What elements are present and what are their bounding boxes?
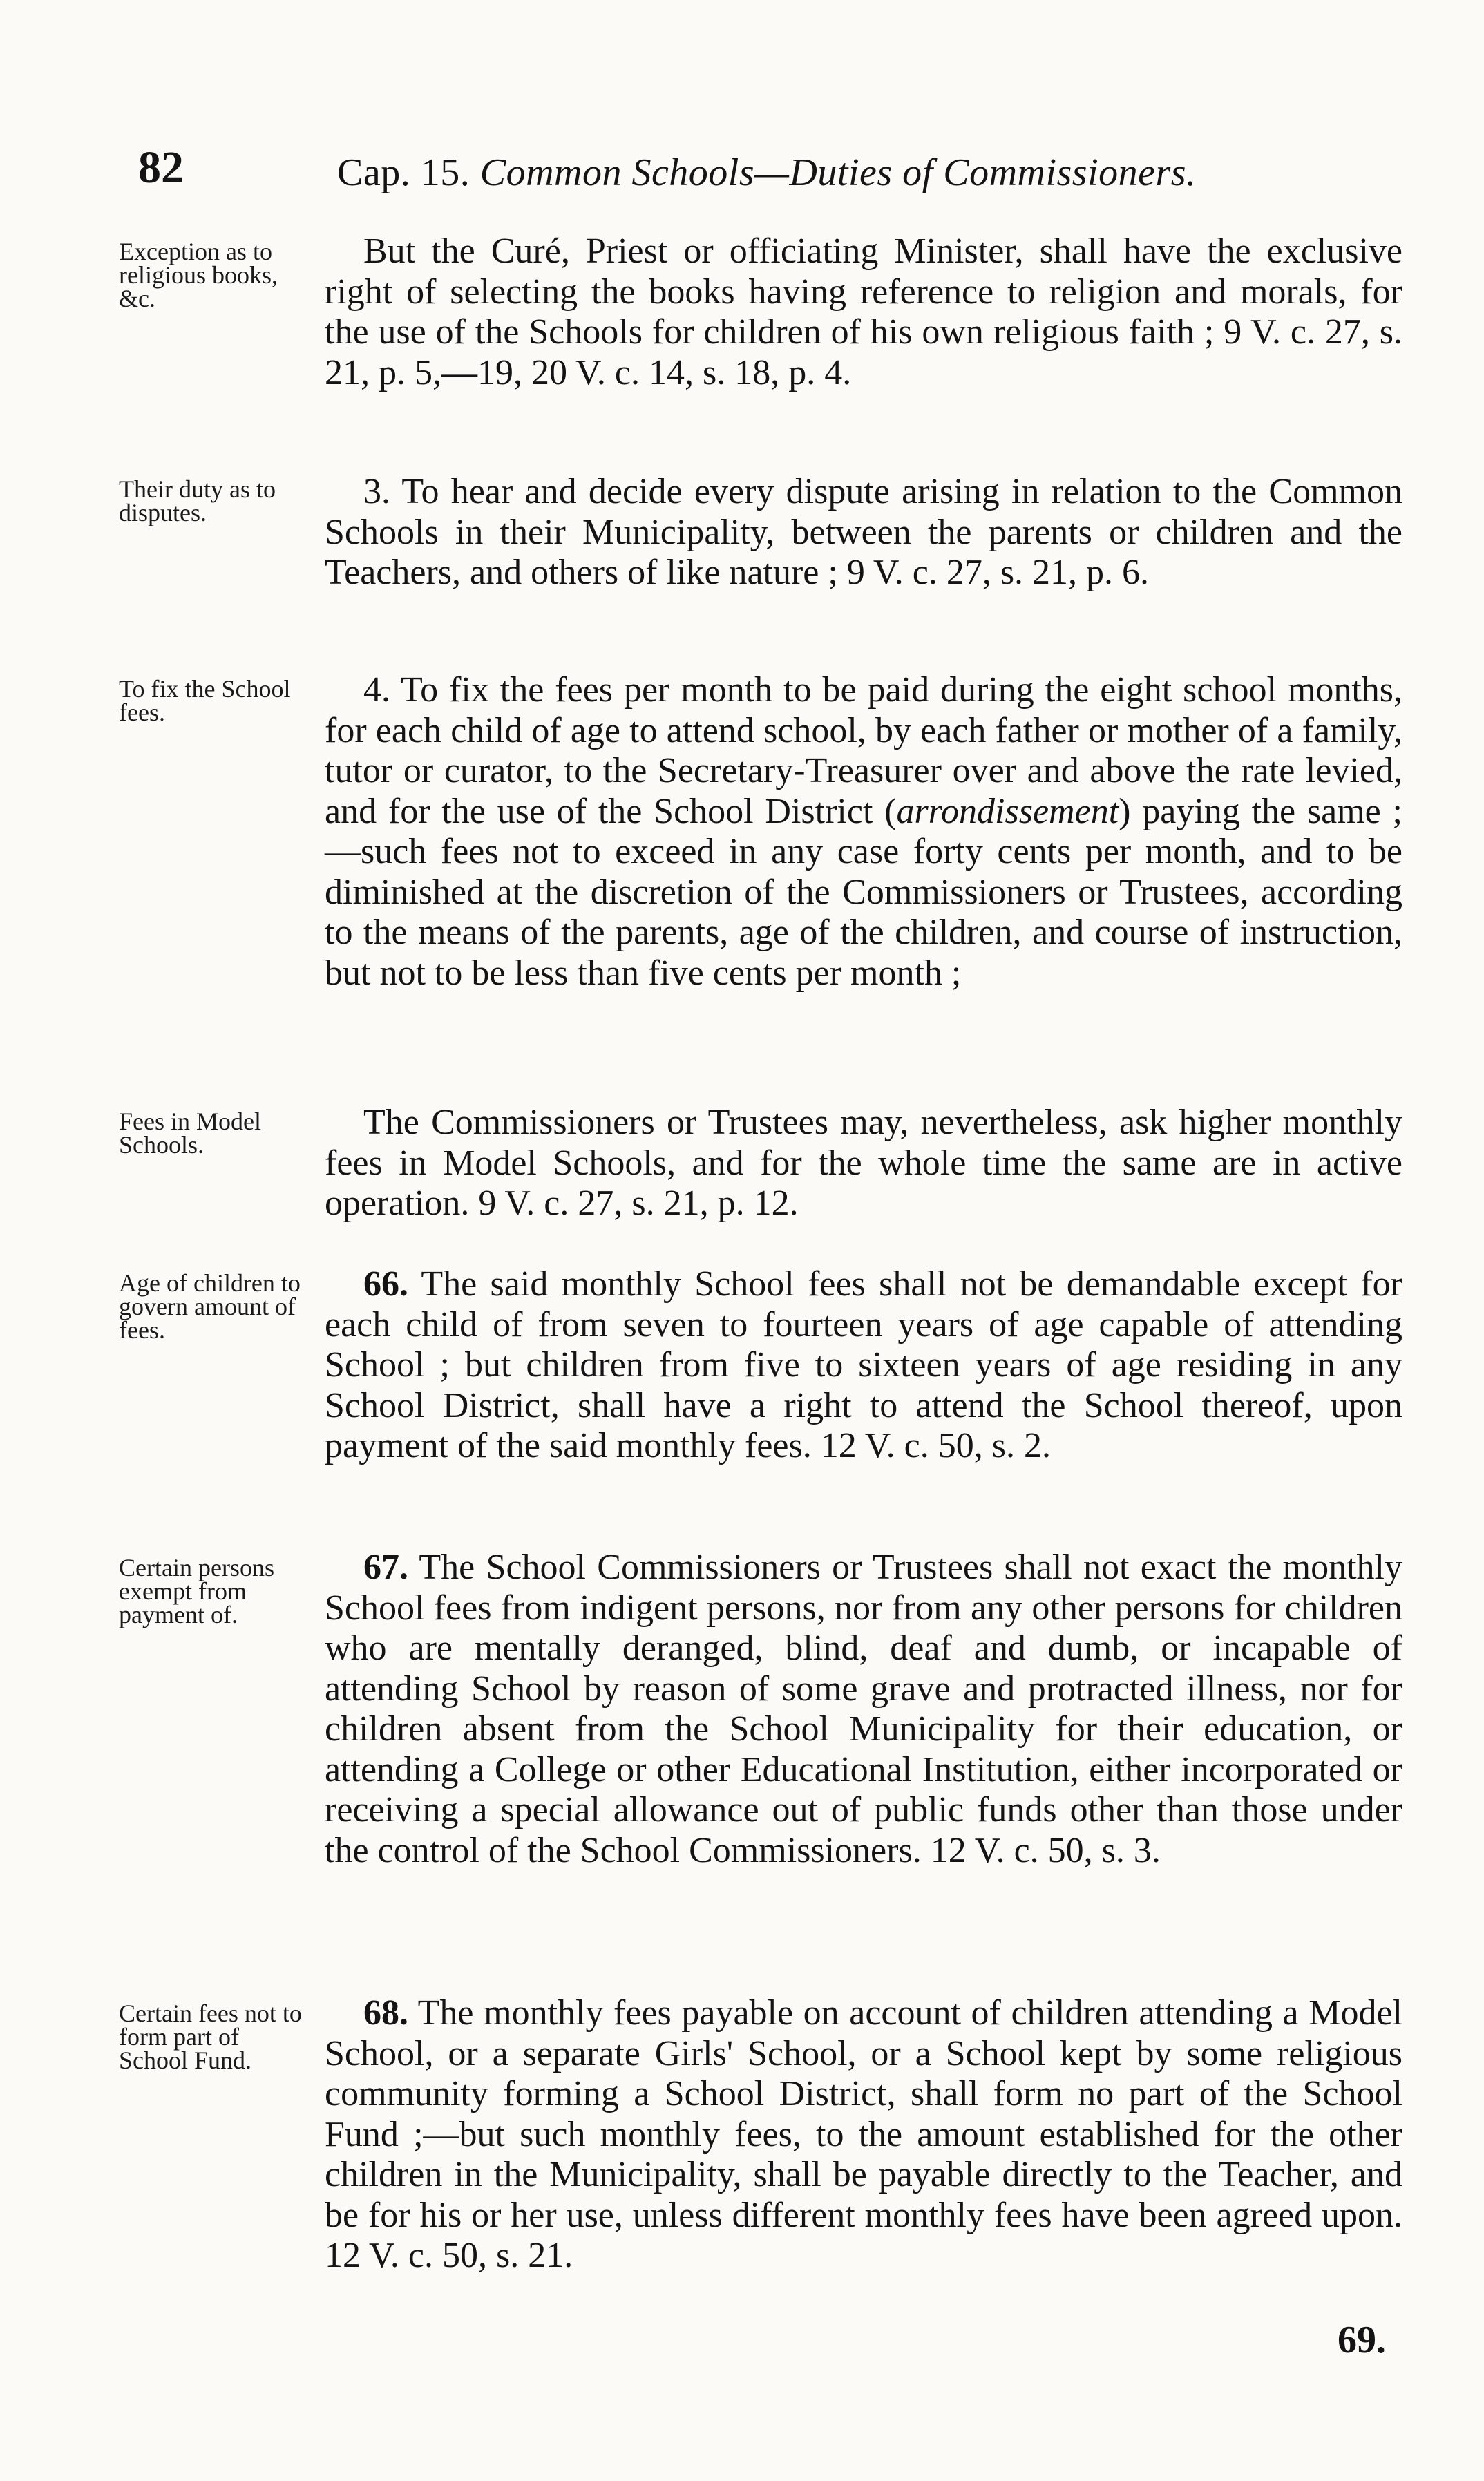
section-number: 68. [363, 1993, 408, 2033]
paragraph [325, 1548, 1402, 1871]
paragraph-text: The said monthly School fees shall not be demandable except for each child of from seven to fourteen years of age capable of attending School ; but children from five to sixteen years of age residing in any School District, shall have a right to attend the School thereof, upon payment of the said monthly fees. 12 V. c. 50, s. 2. [325, 1264, 1402, 1465]
catchword: 69. [1338, 2319, 1386, 2361]
paragraph [325, 1264, 1402, 1467]
margin-note: Their duty as to disputes. [119, 475, 276, 526]
paragraph-text: The Commissioners or Trustees may, nevertheless, ask higher monthly fees in Model Schools, and for the whole time the same are in active operation. 9 V. c. 27, s. 21, p. 12. [325, 1103, 1402, 1223]
italic-term: arrondissement [896, 791, 1119, 831]
paragraph-text: The School Commissioners or Trustees shall not exact the monthly School fees from indigent persons, nor from any other persons for children who are mentally deranged, blind, deaf and dumb, or incapable of attending School by reason of some grave and protracted illness, nor for children absent from the School Municipality for their education, or attending a College or other Educational Institution, either incorporated or receiving a special allowance out of public funds other than those under the control of the School Commissioners. 12 V. c. 50, s. 3. [325, 1548, 1402, 1870]
margin-note: To fix the School fees. [119, 675, 291, 726]
margin-note: Fees in Model Schools. [119, 1108, 261, 1159]
margin-note: Exception as to religious books, &c. [119, 238, 278, 312]
chapter-label: Cap. 15. [337, 151, 470, 194]
paragraph-text: 4. To fix the fees per month to be paid during the eight school months, for each child of age to attend school, by each father or mother of a family, tutor or curator, to the Secretary-Treasurer over and above the rate levied, and for the use of the School District ( [325, 670, 1402, 831]
paragraph-text: 3. To hear and decide every dispute arising in relation to the Common Schools in their Municipality, between the parents or children and the Teachers, and others of like nature ; 9 V. c. 27, s. 21, p. 6. [325, 472, 1402, 592]
paragraph-text-continued: ) paying the same ;—such fees not to exceed in any case forty cents per month, and to be diminished at the discretion of the Commissioners or Trustees, according to the means of the parents, age of the children, and course of instruction, but not to be less than five cents per month ; [325, 791, 1402, 993]
paragraph [325, 670, 1402, 994]
page-number: 82 [138, 142, 184, 193]
paragraph [325, 231, 1402, 393]
margin-note: Certain fees not to form part of School Fund. [119, 1999, 302, 2074]
margin-note: Age of children to govern amount of fees. [119, 1269, 301, 1344]
section-number: 67. [363, 1548, 408, 1587]
running-head-topic: Common Schools—Duties of Commissioners. [479, 151, 1197, 194]
section-number: 66. [363, 1264, 408, 1304]
paragraph [325, 1103, 1402, 1224]
paragraph-text: But the Curé, Priest or officiating Minister, shall have the exclusive right of selecting the books having reference to religion and morals, for the use of the Schools for children of his own religious faith ; 9 V. c. 27, s. 21, p. 5,—19, 20 V. c. 14, s. 18, p. 4. [325, 231, 1402, 392]
margin-note: Certain persons exempt from payment of. [119, 1554, 274, 1628]
paragraph [325, 472, 1402, 593]
paragraph [325, 1993, 1402, 2276]
paragraph-text: The monthly fees payable on account of children attending a Model School, or a separate Girls' School, or a School kept by some religious community forming a School District, shall form no part of the School Fund ;—but such monthly fees, to the amount established for the other children in the Municipality, shall be payable directly to the Teacher, and be for his or her use, unless different monthly fees have been agreed upon. 12 V. c. 50, s. 21. [325, 1993, 1403, 2275]
running-head [337, 151, 1197, 195]
